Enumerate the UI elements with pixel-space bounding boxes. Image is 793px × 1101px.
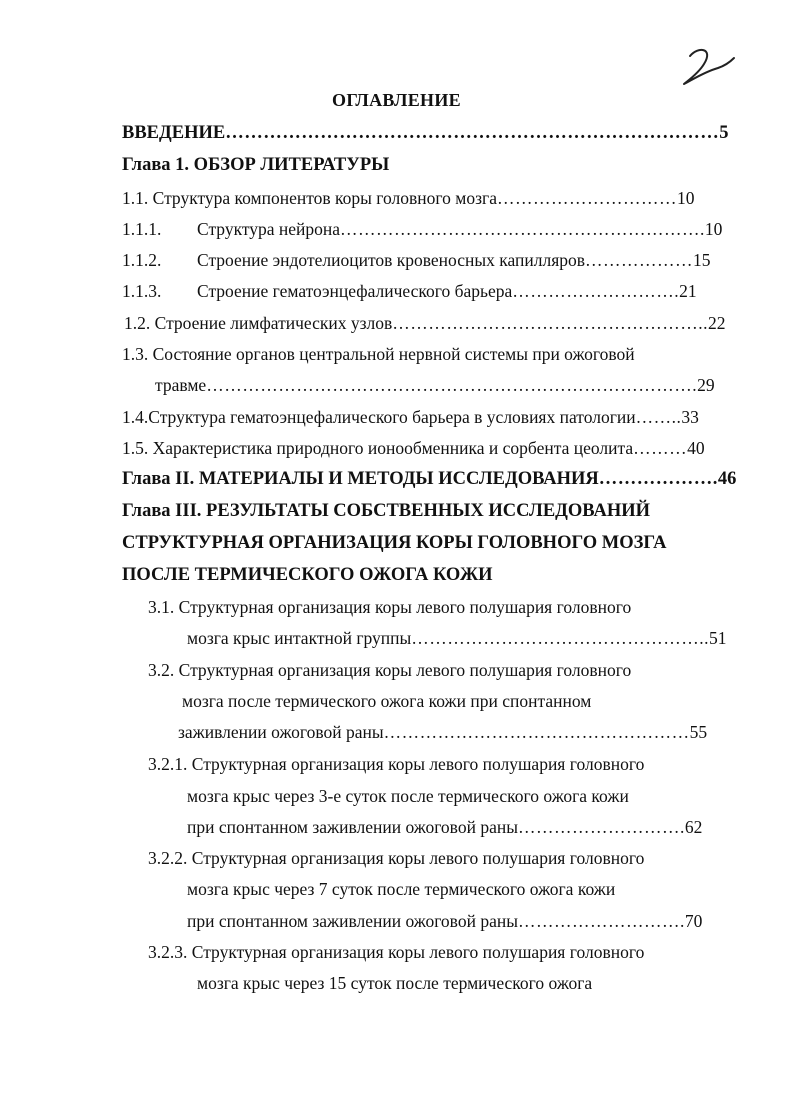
toc-entry-1-1[interactable] [122,186,694,210]
leader-dots: …………………………………………………………………… [225,123,720,143]
entry-text: 3.2. Структурная организация коры левого полушария головного [148,660,632,680]
toc-chapter-3-title-line-3 [122,563,493,587]
leader-dots: ………………. [598,469,718,489]
entry-number: 1.1.3. [122,281,162,301]
entry-text: Глава III. РЕЗУЛЬТАТЫ СОБСТВЕННЫХ ИССЛЕДОВАНИЙ [122,501,650,521]
entry-text: 3.2.1. Структурная организация коры левого полушария головного [148,754,645,774]
entry-text: СТРУКТУРНАЯ ОРГАНИЗАЦИЯ КОРЫ ГОЛОВНОГО МОЗГА [122,533,667,553]
entry-text: мозга крыс через 3-е суток после термического ожога кожи [187,786,629,806]
leader-dots: ………………………. [517,817,685,837]
entry-text: мозга после термического ожога кожи при спонтанном [182,691,592,711]
toc-entry-3-2-1[interactable] [148,752,644,776]
leader-dots: ………………………. [517,911,685,931]
toc-entry-3-2-cont-2[interactable] [178,720,707,744]
entry-text: ПОСЛЕ ТЕРМИЧЕСКОГО ОЖОГА КОЖИ [122,565,493,585]
entry-text: Глава II. МАТЕРИАЛЫ И МЕТОДЫ ИССЛЕДОВАНИЯ [122,469,599,489]
toc-chapter-3-title-line-2 [122,531,667,555]
toc-entry-3-2-cont-1[interactable] [182,689,591,713]
toc-entry-1-1-3[interactable] [122,279,697,303]
toc-entry-3-1-cont[interactable] [187,626,727,650]
leader-dots: …….. [635,407,682,427]
page-ref: 22 [708,313,726,333]
page-ref: 70 [684,911,703,931]
entry-number: 1.1.1. [122,219,162,239]
entry-text: мозга крыс через 7 суток после термического ожога кожи [187,879,616,899]
entry-text: 1.3. Состояние органов центральной нервной системы при ожоговой [122,344,635,364]
leader-dots: ……………………………………………………. [340,219,705,239]
entry-text: Структура нейрона [197,219,341,239]
page-ref: 21 [679,281,697,301]
page-ref: 10 [704,219,723,239]
toc-entry-1-2[interactable] [124,311,726,335]
entry-text: Строение гематоэнцефалического барьера [197,281,513,301]
leader-dots: …………………………………………… [383,722,690,742]
page-ref: 15 [693,250,711,270]
toc-entry-1-4[interactable] [122,405,699,429]
leader-dots: ……………… [585,250,694,270]
leader-dots: ………………………………………….. [411,628,710,648]
leader-dots: ………………………………………………………………………. [206,375,698,395]
toc-entry-3-2-3-cont-1[interactable] [197,971,592,995]
toc-entry-1-1-2[interactable] [122,248,711,272]
toc-entry-3-2-2-cont-1[interactable] [187,877,615,901]
leader-dots: ……… [633,438,688,458]
entry-text: травме [155,375,207,395]
toc-entry-1-5[interactable] [122,436,705,460]
toc-entry-introduction[interactable] [122,121,728,145]
leader-dots: …………………………………………….. [392,313,709,333]
entry-text: 1.5. Характеристика природного ионообменника и сорбента цеолита [122,438,634,458]
toc-entry-3-2-2-cont-2[interactable] [187,909,702,933]
entry-text: мозга крыс через 15 суток после термического ожога [197,973,593,993]
entry-text: мозга крыс интактной группы [187,628,412,648]
entry-text: ВВЕДЕНИЕ [122,123,226,143]
page-ref: 5 [719,123,729,143]
entry-text: при спонтанном заживлении ожоговой раны [187,911,518,931]
toc-entry-3-2-1-cont-2[interactable] [187,815,702,839]
toc-entry-3-1[interactable] [148,595,631,619]
toc-entry-3-2[interactable] [148,658,631,682]
toc-entry-1-3-cont[interactable] [155,373,715,397]
toc-chapter-3[interactable] [122,499,650,523]
entry-text: Глава 1. ОБЗОР ЛИТЕРАТУРЫ [122,155,390,175]
toc-chapter-2[interactable] [122,467,736,491]
entry-number: 1.1.2. [122,250,162,270]
entry-text: 1.4.Структура гематоэнцефалического барьера в условиях патологии [122,407,636,427]
page-ref: 29 [697,375,715,395]
toc-entry-1-1-1[interactable] [122,217,722,241]
entry-text: 3.2.3. Структурная организация коры левого полушария головного [148,942,645,962]
page-ref: 10 [676,188,695,208]
page-ref: 51 [709,628,727,648]
handwritten-page-number [668,42,738,92]
entry-text: 1.2. Строение лимфатических узлов [124,313,393,333]
entry-text: 3.1. Структурная организация коры левого полушария головного [148,597,632,617]
page-ref: 33 [681,407,699,427]
toc-chapter-1[interactable] [122,153,389,177]
page-ref: 55 [689,722,708,742]
toc-title: ОГЛАВЛЕНИЕ [332,90,461,110]
toc-entry-3-2-1-cont-1[interactable] [187,784,629,808]
entry-text: Строение эндотелиоцитов кровеносных капилляров [197,250,586,270]
page-ref: 46 [717,469,737,489]
entry-text: 3.2.2. Структурная организация коры левого полушария головного [148,848,645,868]
leader-dots: ………………………… [496,188,677,208]
page-ref: 62 [684,817,703,837]
entry-text: 1.1. Структура компонентов коры головного мозга [122,188,497,208]
toc-entry-3-2-2[interactable] [148,846,644,870]
page-ref: 40 [687,438,705,458]
toc-entry-3-2-3[interactable] [148,940,644,964]
entry-text: заживлении ожоговой раны [178,722,384,742]
toc-entry-1-3[interactable] [122,342,635,366]
leader-dots: ………………………. [512,281,680,301]
entry-text: при спонтанном заживлении ожоговой раны [187,817,518,837]
